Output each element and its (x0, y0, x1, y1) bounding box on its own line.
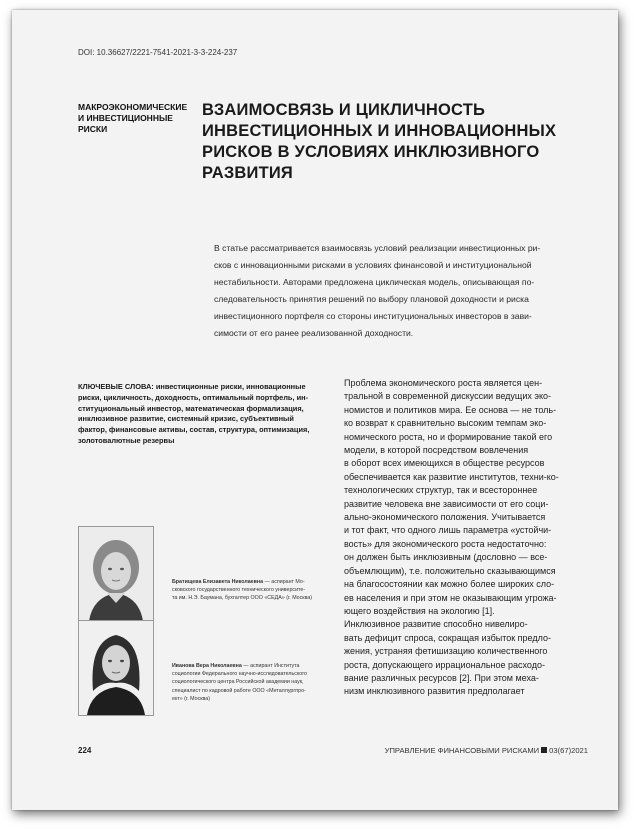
author-caption-2 (172, 662, 332, 703)
abstract: В статье рассматривается взаимосвязь условий реализации инвестиционных ри- сков с инновационными рисками в условиях финансовой и институциональной нестабильности. Авторами предложена циклическая модель, описывающая по- следовательность принятия решений по выбору плановой доходности и риска инвестиционного портфеля со стороны институциональных инвесторов в зави- симости от его ранее реализованной доходности. (214, 243, 541, 338)
section-rubric: МАКРОЭКОНОМИЧЕСКИЕ И ИНВЕСТИЦИОННЫЕ РИСКИ (78, 102, 188, 134)
author-photo-2 (78, 620, 154, 716)
doi: DOI: 10.36627/2221-7541-2021-3-3-224-237 (78, 48, 238, 57)
article-title: ВЗАИМОСВЯЗЬ И ЦИКЛИЧНОСТЬ ИНВЕСТИЦИОННЫХ И ИННОВАЦИОННЫХ РИСКОВ В УСЛОВИЯХ ИНКЛЮЗИВНОГО РАЗВИТИЯ (202, 101, 557, 182)
author-name-2: Иванова Вера Николаевна (172, 663, 242, 669)
author-photo-1 (78, 526, 154, 622)
page-number: 224 (78, 746, 92, 755)
author-info-1: — аспирант Мо- сковского государственного технического университе- та им. Н.Э. Баумана, бухгалтер ООО «СЕДА» (г. Москва) (172, 579, 313, 602)
body-text: Проблема экономического роста является цен- тральной в современной дискуссии ведущих эко- номистов и политиков мира. Ее основа — не толь- ко возврат к сравнительно высоким темпам эко- номического роста, но и формирование такой его модели, в которой посредством вовлечения в оборот всех имеющихся в обществе ресурсов обеспечивается как развитие институтов, техни-ко- технологических структур, так и всестороннее развитие человека вне зависимости от его соци- ально-экономического положения. Учитывается и тот факт, что одного лишь параметра «устойчи- вость» для экономического роста недостаточно: он должен быть инклюзивным (дословно — все- объемлющим), т.е. положительно сказывающимся на благосостоянии как можно более широких сло- ев населения и при этом не оказывающим угрожа- ющего воздействия на экологию [1]. Инклюзивное развитие способно нивелиро- вать дефицит спроса, сокращая избыток предло- жения, устраняя фетишизацию количественного роста, допускающего иррациональное расходо- вание различных ресурсов [2]. При этом меха- низм инклюзивного развития предполагает (344, 378, 559, 697)
issue-number: 03(67)2021 (549, 746, 588, 755)
keywords-label: КЛЮЧЕВЫЕ СЛОВА: (78, 382, 154, 391)
author-caption-1 (172, 578, 332, 603)
square-separator-icon (541, 747, 547, 753)
author-name-1: Братищева Елизавета Николаевна (172, 579, 264, 585)
journal-name: УПРАВЛЕНИЕ ФИНАНСОВЫМИ РИСКАМИ (384, 746, 540, 755)
journal-page (12, 10, 618, 810)
author-info-2: — аспирант Института социологии Федерального научно-исследовательского социологического центра Российской академии наук, специалист по кадровой работе ООО «Металлургпро- ект» (г. Москва) (172, 663, 308, 702)
keywords-text: инвестиционные риски, инновационные риски, цикличность, доходность, оптимальный портфель, ин- ституциональный инвестор, математическая формализация, инклюзивное развитие, системный кризис, субъективный фактор, финансовые активы, состав, структура, оптимизация, золотовалютные резервы (78, 382, 310, 445)
keywords (78, 382, 328, 447)
running-head (385, 746, 588, 755)
